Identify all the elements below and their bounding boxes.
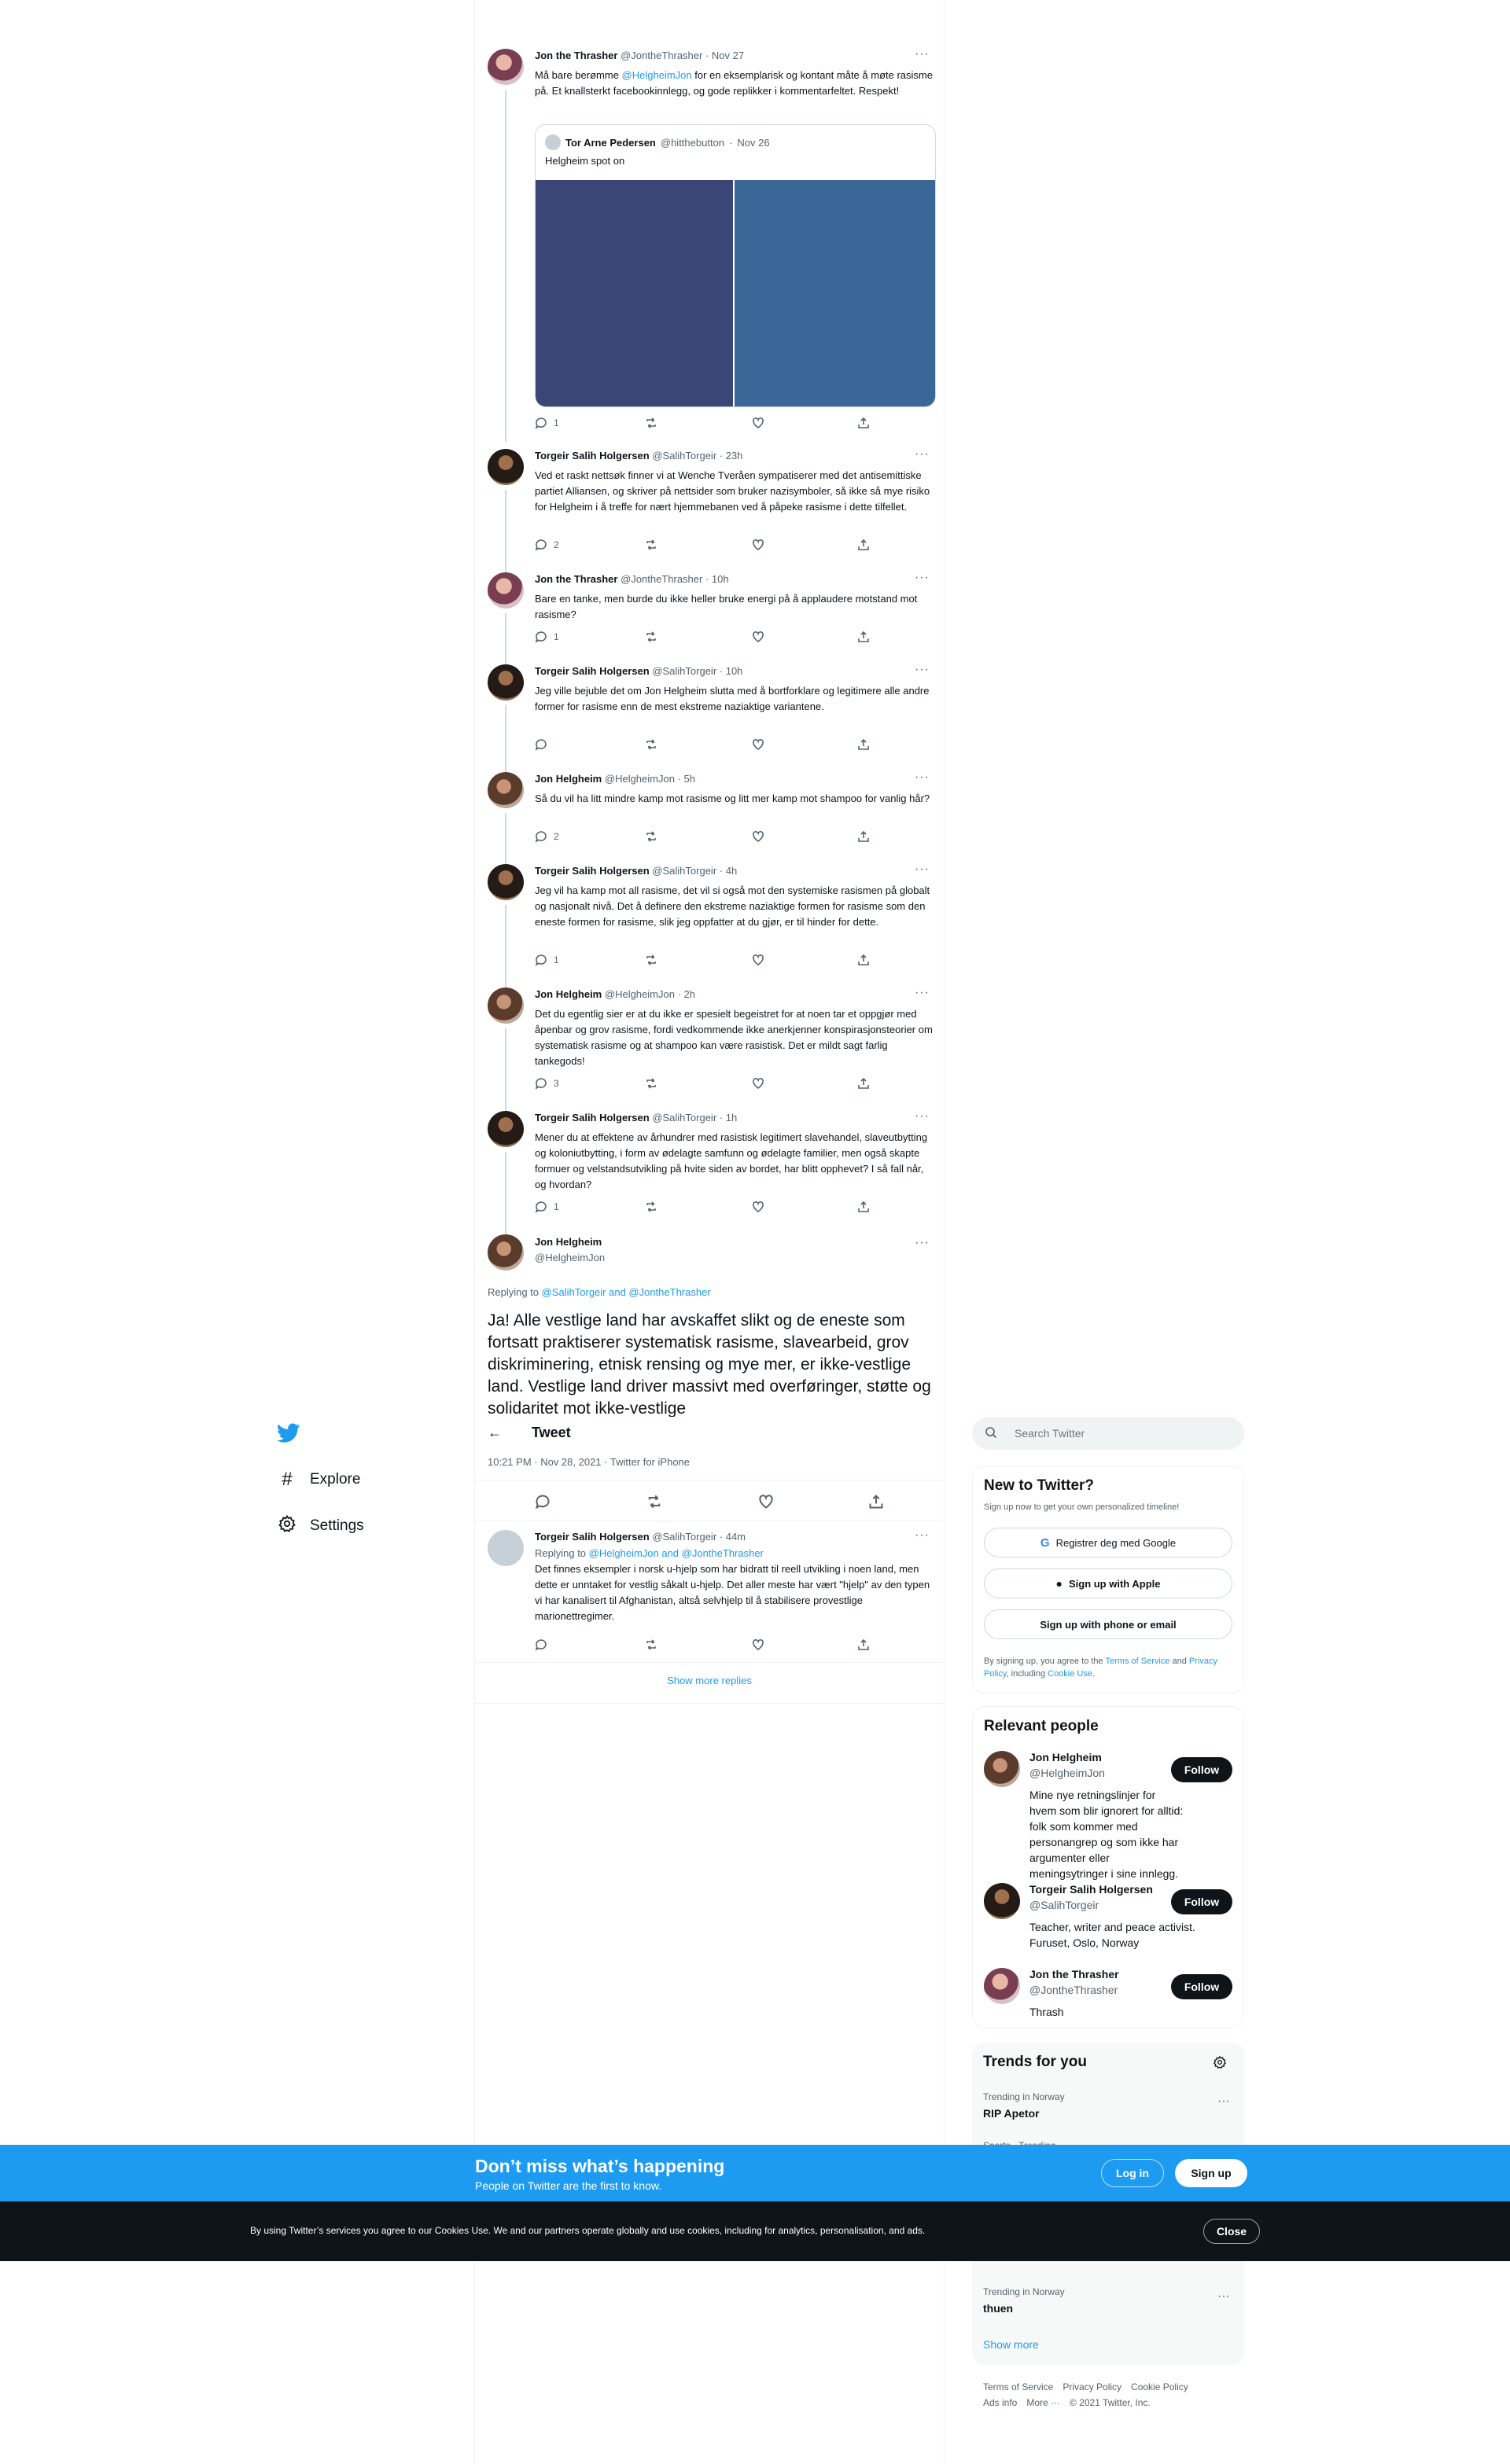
author-handle[interactable]: @JontheThrasher	[621, 573, 703, 585]
quote-image-right[interactable]	[735, 180, 935, 407]
login-button[interactable]: Log in	[1101, 2159, 1164, 2187]
share-button[interactable]	[857, 417, 870, 429]
tweet-header: Torgeir Salih Holgersen @SalihTorgeir · 23h	[535, 450, 743, 462]
avatar[interactable]	[984, 1883, 1020, 1919]
heart-icon	[752, 539, 764, 551]
replying-to-link[interactable]: @HelgheimJon and @JontheThrasher	[588, 1547, 764, 1559]
avatar[interactable]	[488, 572, 524, 609]
apple-signup-label: Sign up with Apple	[1068, 1577, 1161, 1590]
footer-more-link[interactable]: More ···	[1026, 2397, 1061, 2408]
tweet[interactable]	[475, 772, 944, 865]
thread-line	[505, 905, 506, 988]
author-handle[interactable]: @SalihTorgeir	[652, 450, 717, 462]
reply-icon	[535, 1494, 551, 1510]
person-name[interactable]: Torgeir Salih Holgersen	[1029, 1883, 1153, 1896]
reply-icon	[535, 417, 547, 429]
phone-signup-button[interactable]: Sign up with phone or email	[984, 1609, 1232, 1639]
main-tweet-header	[535, 1234, 931, 1266]
tweet-header: Torgeir Salih Holgersen @SalihTorgeir · 44m	[535, 1531, 746, 1543]
reply-icon	[535, 954, 547, 966]
author-handle[interactable]: @JontheThrasher	[621, 50, 703, 61]
author-name[interactable]: Torgeir Salih Holgersen	[535, 450, 650, 462]
like-button[interactable]	[752, 1638, 764, 1651]
share-button[interactable]	[868, 1494, 884, 1510]
tweet[interactable]	[475, 572, 944, 665]
tweet-header-bar	[475, 1417, 944, 1448]
replying-to-link[interactable]: @SalihTorgeir and @JontheThrasher	[541, 1286, 711, 1298]
heart-icon	[752, 738, 764, 751]
retweet-button[interactable]	[645, 738, 657, 751]
apple-icon: ●	[1055, 1577, 1063, 1590]
author-name[interactable]: Torgeir Salih Holgersen	[535, 1112, 650, 1124]
share-icon	[857, 830, 870, 843]
avatar[interactable]	[488, 1234, 524, 1271]
more-icon[interactable]: ···	[915, 770, 930, 784]
avatar[interactable]	[488, 1111, 524, 1147]
reply-button[interactable]	[535, 417, 559, 429]
avatar[interactable]	[488, 49, 524, 85]
tweet-actions	[535, 830, 873, 843]
tweet-time[interactable]: Nov 27	[711, 50, 745, 61]
tweet-actions	[535, 1077, 873, 1090]
main-tweet[interactable]	[475, 1234, 944, 1417]
retweet-icon	[645, 417, 657, 429]
tweet-actions	[535, 417, 873, 429]
share-icon	[857, 1201, 870, 1213]
avatar[interactable]	[488, 864, 524, 900]
show-more-replies-link[interactable]: Show more replies	[667, 1675, 752, 1686]
retweet-button[interactable]	[645, 1077, 657, 1090]
like-button[interactable]	[752, 1077, 764, 1090]
reply-button[interactable]	[535, 1638, 547, 1651]
tweet[interactable]	[475, 449, 944, 573]
tweet-header: Jon Helgheim @HelgheimJon · 5h	[535, 773, 695, 785]
share-icon	[857, 539, 870, 551]
thread-line	[505, 613, 506, 665]
cookie-text: By using Twitter’s services you agree to our Cookies Use. We and our partners operate globally and use cookies, including for analytics, personalisation, and ads.	[250, 2225, 926, 2236]
reply-count: 1	[554, 954, 559, 965]
retweet-icon	[645, 830, 657, 843]
tweet-header: Jon Helgheim @HelgheimJon · 2h	[535, 988, 695, 1000]
person-item[interactable]	[984, 1751, 1232, 1880]
search-input[interactable]	[1015, 1425, 1227, 1442]
reply-count: 1	[554, 417, 559, 428]
more-icon[interactable]: ···	[915, 663, 930, 676]
share-icon	[868, 1494, 884, 1510]
reply-icon	[535, 1638, 547, 1651]
quote-avatar	[545, 134, 561, 150]
more-icon[interactable]: ···	[915, 447, 930, 461]
page-title: Tweet	[532, 1425, 571, 1440]
tweet-text: Jeg vil ha kamp mot all rasisme, det vil si også mot den systemiske rasismen på globalt og nasjonalt nivå. Det å definere den ekstreme naziaktige formen for rasisme som den eneste formen for rasisme, slik jeg oppfatter at du gjør, er til hinder for dette.	[535, 884, 930, 928]
person-bio: Thrash	[1029, 2006, 1064, 2018]
new-to-twitter-card	[972, 1466, 1244, 1694]
quoted-tweet[interactable]	[535, 124, 936, 407]
like-button[interactable]	[758, 1494, 774, 1510]
tweet-time[interactable]: 10h	[711, 573, 729, 585]
quote-author-name: Tor Arne Pedersen	[565, 136, 656, 149]
divider	[475, 1703, 944, 1704]
author-handle[interactable]: @SalihTorgeir	[652, 665, 717, 677]
author-name[interactable]: Jon Helgheim	[535, 988, 602, 1000]
reply-count: 3	[554, 1078, 559, 1089]
signup-banner	[0, 2145, 1510, 2201]
retweet-button[interactable]	[645, 1638, 657, 1651]
share-button[interactable]	[857, 830, 870, 843]
retweet-button[interactable]	[646, 1494, 662, 1510]
quote-text: Helgheim spot on	[545, 155, 625, 167]
reply-icon	[535, 1201, 547, 1213]
share-button[interactable]	[857, 954, 870, 966]
tweet-actions	[535, 1201, 873, 1213]
card-title: New to Twitter?	[984, 1477, 1095, 1494]
tweet[interactable]	[475, 987, 944, 1112]
reply-count: 1	[554, 1201, 559, 1212]
avatar[interactable]	[984, 1751, 1020, 1787]
more-icon[interactable]: ···	[915, 1236, 930, 1249]
heart-icon	[758, 1494, 774, 1510]
search-box[interactable]	[972, 1417, 1244, 1450]
like-button[interactable]	[752, 1201, 764, 1213]
tweet-time[interactable]: 1h	[725, 1112, 738, 1124]
card-subtitle: Sign up now to get your own personalized timeline!	[984, 1502, 1180, 1512]
heart-icon	[752, 1638, 764, 1651]
avatar[interactable]	[488, 987, 524, 1024]
follow-button[interactable]: Follow	[1171, 1974, 1232, 1999]
footer	[983, 2379, 1243, 2411]
retweet-icon	[645, 954, 657, 966]
retweet-icon	[645, 539, 657, 551]
tweet-text: Må bare berømme @HelgheimJon for en eksemplarisk og kontant måte å møte rasisme på. Et knallsterkt facebookinnlegg, og gode replikker i kommentarfeltet. Respekt!	[535, 69, 933, 97]
author-name[interactable]: Torgeir Salih Holgersen	[535, 1531, 650, 1543]
trend-name: thuen	[983, 2302, 1014, 2315]
reply-button[interactable]	[535, 738, 554, 751]
reply-tweet[interactable]	[475, 1530, 944, 1662]
trend-category: Trending in Norway	[983, 2091, 1065, 2102]
more-icon[interactable]: ···	[915, 1109, 930, 1123]
quote-header: Tor Arne Pedersen @hitthebutton · Nov 26	[545, 134, 770, 150]
share-button[interactable]	[857, 738, 870, 751]
google-signup-button[interactable]	[984, 1528, 1232, 1557]
trend-category: Trending in Norway	[983, 2286, 1065, 2297]
banner-title: Don’t miss what’s happening	[475, 2156, 725, 2176]
twitter-logo-icon[interactable]	[277, 1423, 300, 1443]
person-name[interactable]: Jon Helgheim	[1029, 1751, 1102, 1763]
follow-button[interactable]: Follow	[1171, 1889, 1232, 1914]
banner-subtitle: People on Twitter are the first to know.	[475, 2179, 662, 2192]
avatar[interactable]	[488, 1530, 524, 1566]
google-signup-label: Registrer deg med Google	[1055, 1536, 1177, 1549]
retweet-icon	[646, 1494, 662, 1510]
cookie-link[interactable]: Cookie Use	[1048, 1669, 1092, 1679]
relevant-people-card	[972, 1706, 1244, 2028]
thread-line	[505, 1152, 506, 1235]
replying-to: Replying to @HelgheimJon and @JontheThrasher	[535, 1547, 764, 1559]
hashtag-icon: #	[282, 1469, 293, 1490]
more-icon[interactable]: ···	[1217, 2289, 1230, 2303]
share-button[interactable]	[857, 1077, 870, 1090]
retweet-icon	[645, 631, 657, 643]
person-handle: @JontheThrasher	[1029, 1984, 1118, 1996]
reply-count: 2	[554, 539, 559, 550]
more-icon[interactable]: ···	[915, 47, 930, 61]
tweet[interactable]	[475, 1111, 944, 1235]
author-handle[interactable]: @SalihTorgeir	[652, 1112, 717, 1124]
avatar[interactable]	[488, 664, 524, 701]
gear-icon	[277, 1514, 297, 1538]
footer-ads-link[interactable]: Ads info	[983, 2397, 1018, 2408]
heart-icon	[752, 830, 764, 843]
tweet-actions	[535, 738, 873, 751]
tweet-header: Jon the Thrasher @JontheThrasher · Nov 27	[535, 50, 745, 61]
footer-cookie-link[interactable]: Cookie Policy	[1131, 2381, 1188, 2392]
tweet[interactable]	[475, 49, 944, 442]
share-icon	[857, 417, 870, 429]
like-button[interactable]	[752, 539, 764, 551]
author-name[interactable]: Jon the Thrasher	[535, 573, 618, 585]
person-handle: @HelgheimJon	[1029, 1767, 1105, 1779]
thread-line	[505, 705, 506, 773]
tweet-actions	[535, 954, 873, 966]
heart-icon	[752, 1077, 764, 1090]
more-icon[interactable]: ···	[1217, 2094, 1230, 2108]
tweet-meta	[475, 1456, 944, 1472]
cookie-consent-bar	[0, 2201, 1510, 2261]
avatar[interactable]	[488, 772, 524, 808]
tweet-time[interactable]: 23h	[725, 450, 743, 462]
reply-button[interactable]	[535, 1201, 559, 1213]
reply-button[interactable]	[535, 830, 559, 843]
heart-icon	[752, 954, 764, 966]
share-icon	[857, 738, 870, 751]
tweet-time[interactable]: 10h	[725, 665, 743, 677]
timeline-right-border	[944, 0, 945, 2464]
apple-signup-button[interactable]	[984, 1569, 1232, 1598]
tweet-header: Jon the Thrasher @JontheThrasher · 10h	[535, 573, 729, 585]
heart-icon	[752, 417, 764, 429]
like-button[interactable]	[752, 417, 764, 429]
show-more-trends-link[interactable]: Show more	[983, 2338, 1039, 2351]
retweet-button[interactable]	[645, 1201, 657, 1213]
quote-author-handle: @hitthebutton	[660, 136, 725, 149]
heart-icon	[752, 1201, 764, 1213]
person-item[interactable]	[984, 1968, 1232, 2023]
person-item[interactable]	[984, 1883, 1232, 1954]
tweet[interactable]	[475, 864, 944, 988]
avatar[interactable]	[984, 1968, 1020, 2004]
retweet-icon	[645, 1201, 657, 1213]
reply-icon	[535, 1077, 547, 1090]
tos-link[interactable]: Terms of Service	[1105, 1657, 1170, 1666]
reply-icon	[535, 539, 547, 551]
nav-settings[interactable]	[277, 1514, 364, 1538]
retweet-icon	[645, 1077, 657, 1090]
more-icon[interactable]: ···	[915, 571, 930, 584]
person-bio: Mine nye retningslinjer for hvem som blir ignorert for alltid: folk som kommer med personangrep og som ikke har argumenter eller meningsytringer i sine innlegg.	[1029, 1789, 1184, 1880]
trend-item[interactable]	[983, 2286, 1233, 2315]
tweet-text: Så du vil ha litt mindre kamp mot rasisme og litt mer kamp mot shampoo for vanlig hår?	[535, 793, 930, 804]
reply-button[interactable]	[535, 1494, 551, 1510]
main-tweet-actions	[475, 1494, 944, 1511]
share-button[interactable]	[857, 539, 870, 551]
tweet-text: Det du egentlig sier er at du ikke er spesielt begeistret for at noen tar et oppgjør med åpenbar og grov rasisme, fordi vedkommende ikke anerkjenner konspirasjonsteorier om systematisk rasisme og at shampoo kan være rasistisk. Det er mildt sagt farlig tankegods!	[535, 1008, 933, 1067]
nav-explore[interactable]	[277, 1469, 360, 1491]
search-icon	[985, 1426, 997, 1441]
reply-button[interactable]	[535, 1077, 559, 1090]
nav-settings-label: Settings	[310, 1517, 364, 1534]
share-icon	[857, 1638, 870, 1651]
tweet-time[interactable]: 44m	[725, 1531, 746, 1543]
footer-tos-link[interactable]: Terms of Service	[983, 2381, 1054, 2392]
retweet-button[interactable]	[645, 539, 657, 551]
tweet-time[interactable]: 4h	[725, 865, 738, 877]
tweet-header: Torgeir Salih Holgersen @SalihTorgeir · 4h	[535, 865, 738, 877]
reply-icon	[535, 738, 547, 751]
share-icon	[857, 1077, 870, 1090]
reply-count: 1	[554, 631, 559, 642]
like-button[interactable]	[752, 830, 764, 843]
share-button[interactable]	[857, 1638, 870, 1651]
thread-line	[505, 90, 506, 442]
reply-count: 2	[554, 831, 559, 842]
author-handle[interactable]: @SalihTorgeir	[652, 865, 717, 877]
retweet-button[interactable]	[645, 417, 657, 429]
author-name[interactable]: Torgeir Salih Holgersen	[535, 665, 650, 677]
privacy-link[interactable]: Privacy Policy	[984, 1657, 1217, 1679]
share-icon	[857, 954, 870, 966]
replying-to: Replying to @SalihTorgeir and @JontheThrasher	[488, 1286, 711, 1298]
tweet-actions	[535, 631, 873, 643]
signup-button[interactable]: Sign up	[1175, 2159, 1247, 2187]
retweet-icon	[645, 1638, 657, 1651]
retweet-button[interactable]	[645, 830, 657, 843]
like-button[interactable]	[752, 631, 764, 643]
heart-icon	[752, 631, 764, 643]
footer-privacy-link[interactable]: Privacy Policy	[1063, 2381, 1122, 2392]
footer-copyright: © 2021 Twitter, Inc.	[1070, 2397, 1151, 2408]
tweet-text: Mener du at effektene av århundrer med rasistisk legitimert slavehandel, slaveutbytting og koloniutbytting, i form av ødelagte samfunn og ødelagte familier, men også skapte formuer og velstandsutvikling på hvite siden av bordet, har blitt opphevet? I så fall når, og hvordan?	[535, 1131, 928, 1190]
tweet-actions	[535, 539, 873, 551]
avatar[interactable]	[488, 449, 524, 485]
tweet-text: Jeg ville bejuble det om Jon Helgheim slutta med å bortforklare og legitimere alle andre former for rasisme enn de mest ekstreme naziaktige variantene.	[535, 685, 930, 712]
tweet-time[interactable]: 2h	[683, 988, 695, 1000]
tweet-text: Det finnes eksempler i norsk u-hjelp som har bidratt til reell utvikling i noen land, men dette er unntaket for vestlig såkalt u-hjelp. Det aller meste har vært "hjelp" av den typen vi har kanalisert til Afghanistan, altså selvhjelp til å stabilisere provestlige marionettregimer.	[535, 1563, 930, 1622]
like-button[interactable]	[752, 738, 764, 751]
tweet-header: Torgeir Salih Holgersen @SalihTorgeir · 1h	[535, 1112, 738, 1124]
mention-link[interactable]: @HelgheimJon	[621, 69, 692, 81]
person-name[interactable]: Jon the Thrasher	[1029, 1968, 1119, 1980]
thread-line	[505, 813, 506, 865]
author-handle[interactable]: @HelgheimJon	[535, 1252, 606, 1263]
share-button[interactable]	[857, 1201, 870, 1213]
main-tweet-text: Ja! Alle vestlige land har avskaffet slikt og de eneste som fortsatt praktiserer systematisk rasisme, slavearbeid, grov diskriminering, etnisk rensing og mye mer, er ikke-vestlige land. Vestlige land driver massivt med overføringer, støtte og solidaritet mot ikke-vestlige	[488, 1311, 931, 1417]
retweet-button[interactable]	[645, 631, 657, 643]
author-handle[interactable]: @SalihTorgeir	[652, 1531, 717, 1543]
tweet-text: Ved et raskt nettsøk finner vi at Wenche Tveråen sympatiserer med det antisemittiske partiet Alliansen, og skriver på nettsider som bruker nazisymboler, så ikke så mye risiko for Helgheim i å treffe for nært hjemmebanen ved å påpeke rasisme i dette tilfellet.	[535, 469, 930, 513]
reply-icon	[535, 631, 547, 643]
like-button[interactable]	[752, 954, 764, 966]
trend-item[interactable]	[983, 2091, 1233, 2120]
follow-button[interactable]: Follow	[1171, 1757, 1232, 1782]
tweet-timestamp[interactable]: 10:21 PM · Nov 28, 2021 · Twitter for iPhone	[488, 1456, 691, 1468]
cookie-close-button[interactable]: Close	[1203, 2219, 1260, 2244]
google-icon: G	[1040, 1535, 1050, 1550]
tweet-header: Torgeir Salih Holgersen @SalihTorgeir · 10h	[535, 665, 743, 677]
card-title: Trends for you	[983, 2054, 1087, 2070]
card-title: Relevant people	[984, 1718, 1099, 1734]
tweet-actions	[535, 1638, 873, 1651]
thread-line	[505, 1028, 506, 1112]
retweet-button[interactable]	[645, 954, 657, 966]
reply-button[interactable]	[535, 539, 559, 551]
reply-icon	[535, 830, 547, 843]
more-icon[interactable]: ···	[915, 1528, 930, 1542]
author-name[interactable]: Jon the Thrasher	[535, 50, 618, 61]
quote-time: Nov 26	[737, 136, 770, 149]
gear-icon[interactable]	[1213, 2055, 1227, 2072]
nav-explore-label: Explore	[310, 1471, 361, 1488]
signup-legal-text: By signing up, you agree to the Terms of Service and Privacy Policy, including Cookie Use.	[984, 1657, 1217, 1679]
person-bio: Teacher, writer and peace activist. Furuset, Oslo, Norway	[1029, 1921, 1195, 1949]
author-name[interactable]: Jon Helgheim	[535, 1236, 602, 1248]
more-icon[interactable]: ···	[915, 862, 930, 876]
tweet[interactable]	[475, 664, 944, 773]
reply-button[interactable]	[535, 631, 559, 643]
trend-name: RIP Apetor	[983, 2107, 1040, 2120]
tweet-text: Bare en tanke, men burde du ikke heller bruke energi på å applaudere motstand mot rasisme?	[535, 593, 918, 620]
retweet-icon	[645, 738, 657, 751]
tweet-time[interactable]: 5h	[683, 773, 695, 785]
back-arrow-icon[interactable]: ←	[488, 1425, 502, 1440]
author-name[interactable]: Jon Helgheim	[535, 773, 602, 785]
share-button[interactable]	[857, 631, 870, 643]
quote-image-left[interactable]	[536, 180, 733, 407]
share-icon	[857, 631, 870, 643]
thread-line	[505, 490, 506, 573]
author-handle[interactable]: @HelgheimJon	[604, 988, 675, 1000]
more-icon[interactable]: ···	[915, 986, 930, 999]
divider	[475, 1662, 944, 1663]
author-handle[interactable]: @HelgheimJon	[604, 773, 675, 785]
reply-button[interactable]	[535, 954, 559, 966]
person-handle: @SalihTorgeir	[1029, 1899, 1099, 1911]
author-name[interactable]: Torgeir Salih Holgersen	[535, 865, 650, 877]
